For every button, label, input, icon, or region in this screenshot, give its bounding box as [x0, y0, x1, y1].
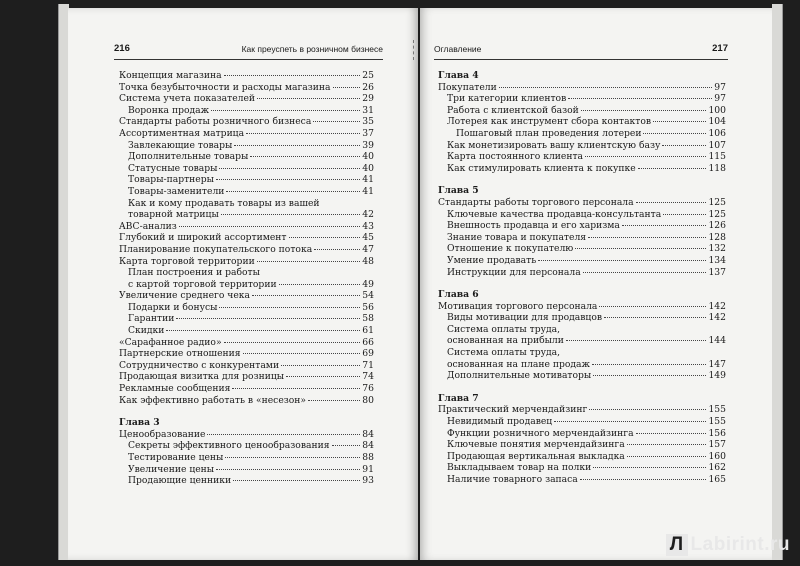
dot-leader	[566, 340, 707, 341]
toc-entry-page: 84	[362, 440, 374, 452]
toc-entry-title: Дополнительные мотиваторы	[447, 370, 592, 382]
toc-entry	[438, 359, 726, 371]
toc-entry-page: 134	[708, 254, 726, 266]
toc-entry-title: Продающая вертикальная выкладка	[447, 450, 625, 462]
toc-entry-page: 97	[714, 93, 726, 105]
toc-entry	[119, 93, 374, 105]
watermark-text: Labirint.ru	[690, 534, 790, 555]
toc-entry-page: 74	[362, 371, 374, 383]
toc-entry	[119, 140, 374, 152]
toc-entry-title: Как и кому продавать товары из вашей	[128, 197, 320, 209]
toc-entry-title: Ценообразование	[119, 428, 206, 440]
toc-entry-page: 58	[362, 313, 374, 325]
toc-entry-title: Покупатели	[438, 81, 497, 93]
dot-leader	[207, 434, 360, 435]
toc-entry-title: Наличие товарного запаса	[447, 474, 578, 485]
dot-leader	[314, 249, 360, 250]
dot-leader	[653, 121, 706, 122]
toc-entry	[438, 105, 726, 117]
toc-entry-page: 132	[708, 243, 726, 255]
toc-entry	[438, 255, 726, 267]
toc-entry-page: 43	[362, 220, 374, 232]
toc-entry	[438, 128, 726, 140]
toc-entry-title: Знание товара и покупателя	[447, 231, 587, 243]
toc-entry	[438, 197, 726, 209]
toc-entry-title: Функции розничного мерчендайзинга	[447, 427, 634, 439]
toc-entry-page: 125	[708, 196, 726, 208]
toc-entry-page: 142	[708, 300, 726, 312]
toc-entry-page: 147	[708, 358, 726, 370]
toc-entry-title: Гарантии	[128, 313, 175, 325]
toc-entry-page: 35	[362, 116, 374, 128]
dot-leader	[599, 306, 706, 307]
right-page	[420, 8, 772, 560]
toc-entry-title: Рекламные сообщения	[119, 383, 231, 395]
toc-entry-title: Карта постоянного клиента	[447, 151, 584, 163]
toc-entry-title: Точка безубыточности и расходы магазина	[119, 81, 331, 93]
toc-entry-page: 47	[362, 243, 374, 255]
toc-entry	[119, 302, 374, 314]
toc-entry	[119, 452, 374, 464]
toc-entry-title: основанная на плане продаж	[447, 358, 590, 370]
toc-entry	[119, 313, 374, 325]
toc-entry-title: Карта торговой территории	[119, 255, 255, 267]
toc-entry	[119, 82, 374, 94]
toc-entry-page: 155	[708, 416, 726, 428]
dot-leader	[224, 342, 361, 343]
toc-entry-title: Увеличение цены	[128, 463, 215, 475]
toc-entry-title: Инструкции для персонала	[447, 266, 581, 278]
dot-leader	[286, 376, 360, 377]
toc-entry-title: Работа с клиентской базой	[447, 104, 579, 116]
dot-leader	[554, 421, 706, 422]
toc-entry	[119, 244, 374, 256]
dot-leader	[588, 237, 706, 238]
spine-mark	[413, 40, 418, 60]
dot-leader	[643, 133, 706, 134]
toc-entry-title: Стандарты работы торгового персонала	[438, 196, 634, 208]
toc-entry	[438, 324, 726, 336]
toc-entry-title: Как стимулировать клиента к покупке	[447, 162, 636, 174]
dot-leader	[593, 467, 706, 468]
toc-entry	[119, 290, 374, 302]
dot-leader	[580, 479, 707, 480]
toc-entry-title: Выкладываем товар на полки	[447, 462, 592, 474]
right-page-edge	[772, 4, 783, 560]
toc-entry	[438, 370, 726, 382]
toc-entry	[438, 232, 726, 244]
dot-leader	[332, 445, 361, 446]
dot-leader	[225, 457, 360, 458]
toc-entry-title: Умение продавать	[447, 254, 537, 266]
dot-leader	[234, 145, 360, 146]
toc-entry-title: Скидки	[128, 325, 165, 337]
toc-entry	[438, 209, 726, 221]
toc-entry	[119, 360, 374, 372]
dot-leader	[313, 121, 360, 122]
toc-entry-page: 37	[362, 127, 374, 139]
dot-leader	[166, 330, 360, 331]
toc-entry-page: 107	[708, 139, 726, 151]
dot-leader	[219, 168, 360, 169]
toc-entry	[438, 267, 726, 279]
dot-leader	[281, 365, 360, 366]
dot-leader	[568, 98, 712, 99]
toc-entry	[119, 337, 374, 349]
toc-entry	[119, 116, 374, 128]
toc-entry	[119, 105, 374, 117]
toc-entry	[438, 474, 726, 486]
toc-entry	[438, 82, 726, 94]
dot-leader	[638, 168, 707, 169]
right-header-rule	[434, 59, 728, 60]
toc-entry	[438, 140, 726, 152]
toc-entry	[119, 256, 374, 268]
toc-entry-title: Внешность продавца и его харизма	[447, 220, 620, 232]
dot-leader	[232, 388, 360, 389]
toc-entry-page: 91	[362, 463, 374, 475]
toc-entry-title: Тестирование цены	[128, 452, 224, 463]
toc-entry-page: 26	[362, 81, 374, 93]
dot-leader	[219, 307, 360, 308]
toc-entry-title: Подарки и бонусы	[128, 301, 218, 313]
toc-entry-title: Стандарты работы розничного бизнеса	[119, 116, 312, 128]
toc-entry-title: Секреты эффективного ценообразования	[128, 440, 330, 452]
toc-entry-title: План построения и работы	[128, 267, 260, 279]
toc-entry-title: основанная на прибыли	[447, 335, 564, 347]
toc-entry-title: Сотрудничество с конкурентами	[119, 359, 280, 371]
toc-entry	[438, 451, 726, 463]
toc-entry	[119, 163, 374, 175]
toc-entry	[438, 404, 726, 416]
toc-entry-page: 54	[362, 290, 374, 302]
toc-entry-title: Невидимый продавец	[447, 416, 553, 428]
toc-entry	[119, 174, 374, 186]
toc-entry	[119, 70, 374, 82]
toc-entry-page: 41	[362, 185, 374, 197]
toc-entry-title: Ассортиментная матрица	[119, 127, 245, 139]
toc-entry-page: 165	[708, 474, 726, 485]
toc-entry	[119, 209, 374, 221]
toc-entry-page: 25	[362, 70, 374, 81]
toc-entry	[119, 128, 374, 140]
toc-entry-page: 61	[362, 325, 374, 337]
dot-leader	[589, 409, 706, 410]
toc-entry-title: ABC-анализ	[119, 220, 177, 232]
dot-leader	[176, 318, 360, 319]
toc-entry	[119, 383, 374, 395]
left-page-number: 216	[114, 43, 130, 54]
toc-entry-page: 142	[708, 312, 726, 324]
toc-entry-title: Планирование покупательского потока	[119, 243, 313, 255]
toc-entry-page: 66	[362, 336, 374, 348]
toc-entry-title: Статусные товары	[128, 162, 218, 174]
toc-entry	[438, 93, 726, 105]
toc-entry	[438, 416, 726, 428]
left-page	[68, 8, 418, 560]
toc-entry-page: 76	[362, 383, 374, 395]
toc-entry-title: Как эффективно работать в «несезон»	[119, 394, 307, 406]
dot-leader	[243, 353, 361, 354]
right-toc	[438, 70, 726, 486]
toc-entry-title: Дополнительные товары	[128, 151, 249, 163]
toc-entry-page: 41	[362, 174, 374, 186]
toc-entry	[438, 116, 726, 128]
toc-entry-page: 104	[708, 116, 726, 128]
toc-entry-page: 100	[708, 104, 726, 116]
toc-entry	[119, 186, 374, 198]
toc-entry-title: Лотерея как инструмент сбора контактов	[447, 116, 652, 128]
chapter-heading: Глава 7	[438, 392, 479, 404]
chapter-heading: Глава 4	[438, 70, 479, 81]
toc-entry-page: 39	[362, 139, 374, 151]
toc-entry-title: Партнерские отношения	[119, 348, 241, 360]
toc-entry	[119, 232, 374, 244]
toc-entry	[438, 301, 726, 313]
toc-entry-title: Система учета показателей	[119, 93, 256, 105]
toc-entry	[119, 221, 374, 233]
toc-entry	[119, 348, 374, 360]
dot-leader	[257, 98, 360, 99]
dot-leader	[663, 214, 706, 215]
toc-entry-page: 88	[362, 452, 374, 463]
chapter-heading: Глава 5	[438, 185, 479, 197]
left-toc	[119, 70, 374, 487]
toc-entry-title: товарной матрицы	[128, 209, 219, 221]
dot-leader	[604, 317, 706, 318]
toc-entry-title: Мотивация торгового персонала	[438, 300, 598, 312]
toc-entry-title: Товары-партнеры	[128, 174, 214, 186]
toc-entry-page: 45	[362, 232, 374, 244]
chapter-heading: Глава 6	[438, 289, 479, 301]
toc-entry-title: «Сарафанное радио»	[119, 336, 222, 348]
toc-entry	[119, 440, 374, 452]
toc-entry-title: Ключевые качества продавца-консультанта	[447, 208, 662, 220]
watermark	[666, 534, 790, 556]
toc-entry-page: 48	[362, 255, 374, 267]
dot-leader	[575, 248, 706, 249]
toc-entry	[438, 151, 726, 163]
dot-leader	[179, 226, 361, 227]
toc-entry-page: 162	[708, 462, 726, 474]
dot-leader	[279, 284, 361, 285]
dot-leader	[252, 295, 360, 296]
toc-entry-page: 128	[708, 231, 726, 243]
toc-entry-page: 49	[362, 278, 374, 290]
toc-entry-page: 56	[362, 301, 374, 313]
toc-entry-page: 40	[362, 151, 374, 163]
toc-entry-title: Завлекающие товары	[128, 139, 233, 151]
toc-entry	[119, 371, 374, 383]
toc-entry-title: Товары-заменители	[128, 185, 225, 197]
toc-entry	[119, 151, 374, 163]
toc-entry-page: 71	[362, 359, 374, 371]
toc-entry-page: 42	[362, 209, 374, 221]
dot-leader	[246, 133, 360, 134]
toc-entry-page: 149	[708, 370, 726, 382]
toc-entry-page: 106	[708, 127, 726, 139]
dot-leader	[250, 156, 360, 157]
toc-entry	[119, 395, 374, 407]
toc-entry-title: Практический мерчендайзинг	[438, 404, 588, 416]
toc-entry-title: Ключевые понятия мерчендайзинга	[447, 439, 625, 451]
toc-entry-page: 29	[362, 93, 374, 105]
left-header-rule	[114, 59, 383, 60]
dot-leader	[216, 179, 360, 180]
right-running-title: Оглавление	[434, 44, 482, 54]
toc-entry	[438, 335, 726, 347]
dot-leader	[226, 191, 360, 192]
toc-entry	[119, 325, 374, 337]
toc-entry	[438, 439, 726, 451]
toc-entry	[438, 428, 726, 440]
dot-leader	[233, 480, 360, 481]
toc-entry-title: Система оплаты труда,	[447, 323, 561, 335]
toc-entry-page: 156	[708, 427, 726, 439]
toc-entry-title: Воронка продаж	[128, 104, 210, 116]
left-running-title: Как преуспеть в розничном бизнесе	[241, 44, 383, 54]
dot-leader	[662, 145, 706, 146]
dot-leader	[224, 75, 361, 76]
dot-leader	[211, 110, 360, 111]
toc-entry-page: 157	[708, 439, 726, 451]
toc-entry-title: Концепция магазина	[119, 70, 222, 81]
dot-leader	[592, 364, 706, 365]
toc-entry-page: 125	[708, 208, 726, 220]
toc-entry-page: 84	[362, 428, 374, 440]
toc-entry-page: 115	[708, 151, 726, 163]
toc-entry	[119, 429, 374, 441]
dot-leader	[622, 225, 707, 226]
dot-leader	[289, 237, 361, 238]
dot-leader	[636, 433, 707, 434]
toc-entry-title: с картой торговой территории	[128, 278, 277, 290]
dot-leader	[627, 444, 707, 445]
toc-entry-page: 69	[362, 348, 374, 360]
dot-leader	[538, 260, 706, 261]
chapter-heading: Глава 3	[119, 417, 160, 429]
toc-entry-page: 97	[714, 81, 726, 93]
toc-entry	[438, 347, 726, 359]
toc-entry-page: 137	[708, 266, 726, 278]
toc-entry-page: 31	[362, 104, 374, 116]
toc-entry-page: 93	[362, 475, 374, 487]
toc-entry-page: 40	[362, 162, 374, 174]
dot-leader	[333, 87, 361, 88]
toc-entry-page: 118	[708, 162, 726, 174]
toc-entry-title: Продающая визитка для розницы	[119, 371, 285, 383]
toc-entry	[438, 163, 726, 175]
dot-leader	[216, 469, 360, 470]
toc-entry	[119, 475, 374, 487]
dot-leader	[585, 156, 706, 157]
dot-leader	[221, 214, 361, 215]
toc-entry-page: 144	[708, 335, 726, 347]
toc-entry	[119, 198, 374, 210]
toc-entry-page: 155	[708, 404, 726, 416]
dot-leader	[593, 375, 706, 376]
toc-entry-title: Три категории клиентов	[447, 93, 567, 105]
dot-leader	[499, 87, 713, 88]
toc-entry	[119, 279, 374, 291]
toc-entry	[438, 462, 726, 474]
toc-entry-title: Пошаговый план проведения лотереи	[456, 127, 642, 139]
toc-entry	[438, 312, 726, 324]
toc-entry-title: Система оплаты труда,	[447, 347, 561, 359]
toc-entry	[438, 220, 726, 232]
toc-entry-title: Как монетизировать вашу клиентскую базу	[447, 139, 661, 151]
dot-leader	[257, 261, 361, 262]
toc-entry-title: Продающие ценники	[128, 475, 232, 487]
toc-entry-page: 80	[362, 394, 374, 406]
toc-entry-title: Виды мотивации для продавцов	[447, 312, 603, 324]
right-page-number: 217	[712, 43, 728, 54]
dot-leader	[583, 272, 707, 273]
dot-leader	[308, 400, 360, 401]
toc-entry	[438, 243, 726, 255]
toc-entry	[119, 267, 374, 279]
toc-entry-title: Отношение к покупателю	[447, 243, 574, 255]
toc-entry-page: 160	[708, 450, 726, 462]
dot-leader	[636, 202, 707, 203]
watermark-logo: Л	[666, 534, 688, 556]
toc-entry	[119, 464, 374, 476]
toc-entry-page: 126	[708, 220, 726, 232]
toc-entry-title: Увеличение среднего чека	[119, 290, 251, 302]
dot-leader	[627, 456, 707, 457]
dot-leader	[581, 110, 707, 111]
toc-entry-title: Глубокий и широкий ассортимент	[119, 232, 287, 244]
